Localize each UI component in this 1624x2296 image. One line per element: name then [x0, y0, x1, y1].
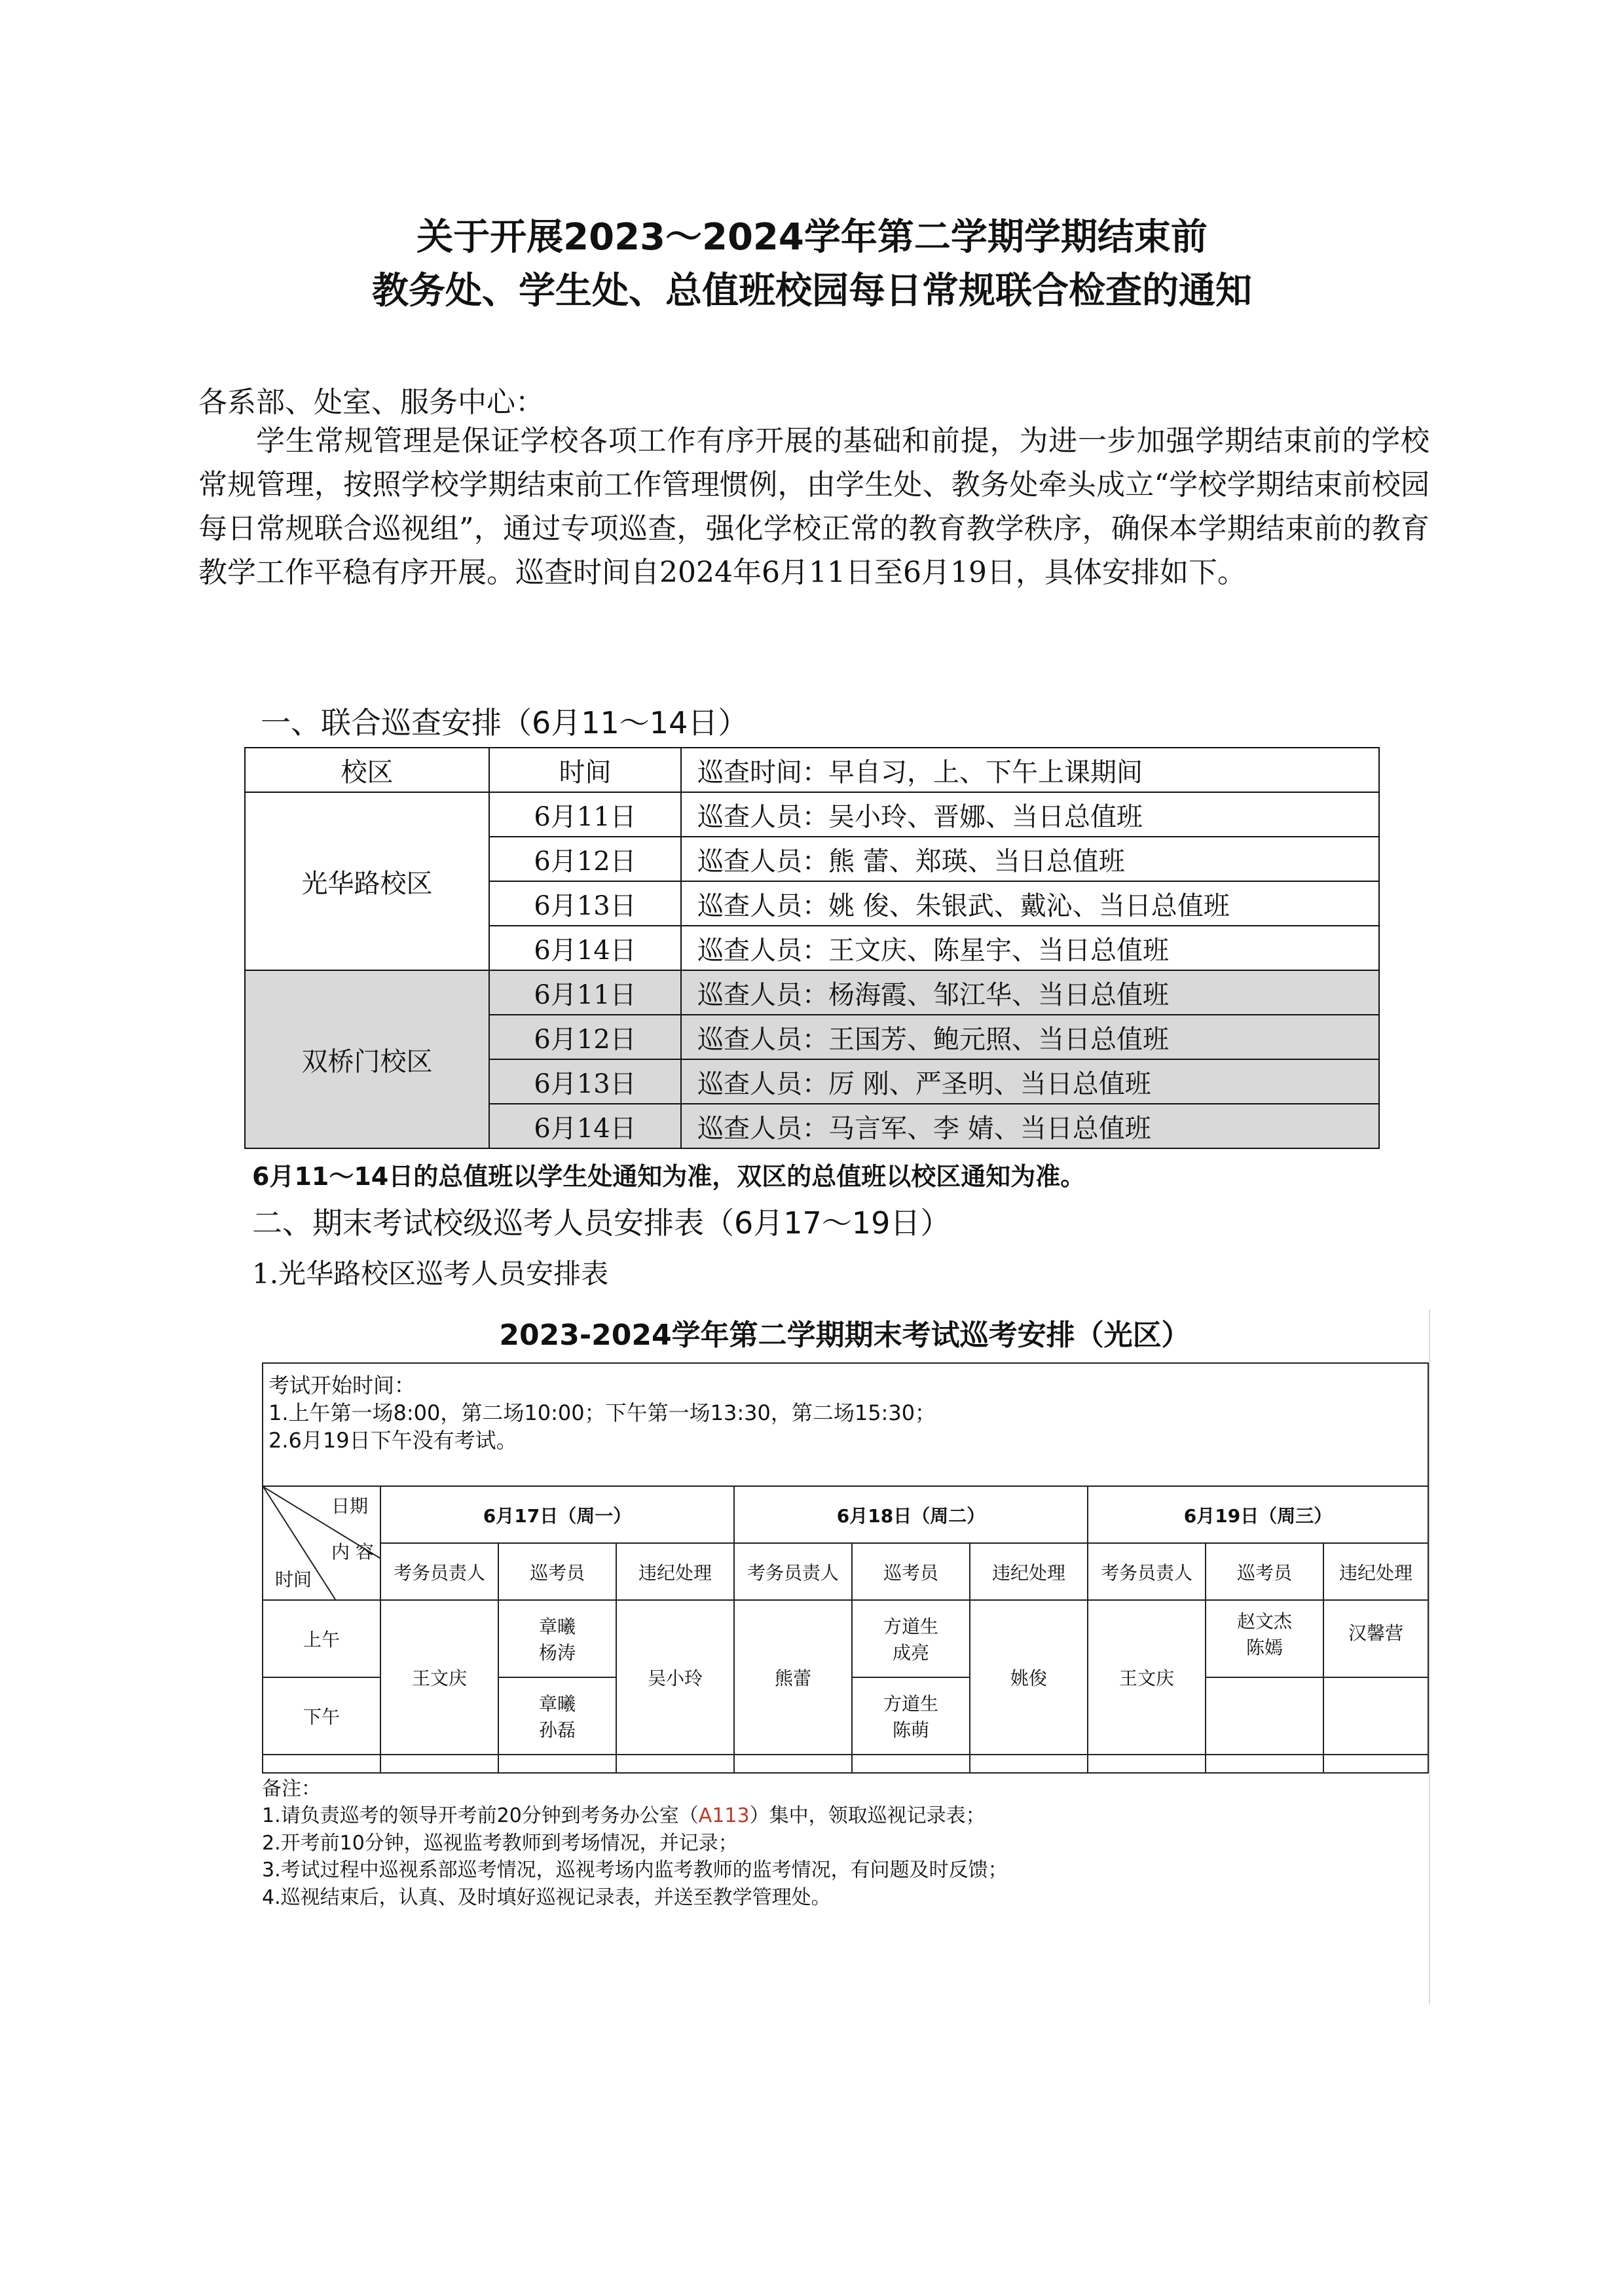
role-header: 考务员责人 — [1088, 1543, 1206, 1600]
proctor-cell: 章曦 孙磊 — [498, 1677, 616, 1755]
date-cell: 6月11日 — [489, 970, 681, 1015]
staff-cell: 巡查人员：王文庆、陈星宇、当日总值班 — [681, 926, 1379, 970]
discipline-cell: 汉馨营 — [1323, 1600, 1428, 1677]
table-row — [245, 792, 1379, 837]
date-cell: 6月13日 — [489, 881, 681, 926]
remark-line: 4.巡视结束后，认真、及时填好巡视记录表，并送至教学管理处。 — [262, 1886, 831, 1909]
exam-patrol-table — [262, 1362, 1429, 1774]
spacer-cell — [1323, 1755, 1428, 1773]
staff-cell: 巡查人员：王国芳、鲍元照、当日总值班 — [681, 1015, 1379, 1059]
spacer-cell — [852, 1755, 970, 1773]
spacer-cell — [263, 1755, 380, 1773]
spacer-cell — [380, 1755, 498, 1773]
role-header: 考务员责人 — [734, 1543, 852, 1600]
date-cell: 6月13日 — [489, 1059, 681, 1104]
discipline-cell: 吴小玲 — [616, 1600, 734, 1755]
period-cell: 上午 — [263, 1600, 380, 1677]
corner-header-cell — [263, 1486, 380, 1600]
exam-time-info — [263, 1363, 1428, 1486]
staff-cell: 巡查人员：吴小玲、晋娜、当日总值班 — [681, 792, 1379, 837]
info-line: 考试开始时间： — [268, 1373, 416, 1398]
remarks — [262, 1776, 1428, 1911]
discipline-cell — [1323, 1677, 1428, 1755]
date-cell: 6月14日 — [489, 1104, 681, 1148]
info-line: 1.上午第一场8:00，第二场10:00；下午第一场13:30，第二场15:30； — [268, 1400, 936, 1426]
staff-cell: 巡查人员：姚 俊、朱银武、戴沁、当日总值班 — [681, 881, 1379, 926]
discipline-cell: 姚俊 — [970, 1600, 1088, 1755]
role-header: 违纪处理 — [616, 1543, 734, 1600]
exam-table-title: 2023-2024学年第二学期期末考试巡考安排（光区） — [499, 1319, 1190, 1352]
column-header: 校区 — [245, 748, 489, 792]
corner-diagonal — [263, 1487, 380, 1599]
staff-cell: 巡查人员：杨海霞、邹江华、当日总值班 — [681, 970, 1379, 1015]
head-cell: 熊蕾 — [734, 1600, 852, 1755]
spacer-cell — [498, 1755, 616, 1773]
proctor-cell: 赵文杰 陈嫣 — [1206, 1600, 1323, 1677]
section1-heading: 一、联合巡查安排（6月11～14日） — [261, 705, 748, 740]
campus-cell: 光华路校区 — [245, 792, 489, 970]
proctor-cell: 方道生 成亮 — [852, 1600, 970, 1677]
salutation: 各系部、处室、服务中心： — [198, 386, 544, 419]
corner-time-label: 时间 — [275, 1569, 312, 1590]
spacer-cell — [1088, 1755, 1206, 1773]
proctor-cell: 章曦 杨涛 — [498, 1600, 616, 1677]
day-header: 6月19日（周三） — [1088, 1486, 1428, 1543]
head-cell: 王文庆 — [380, 1600, 498, 1755]
role-header: 巡考员 — [852, 1543, 970, 1600]
patrol-schedule-table — [244, 747, 1380, 1149]
proctor-cell: 方道生 陈萌 — [852, 1677, 970, 1755]
corner-date-label: 日期 — [331, 1495, 369, 1517]
remarks-label: 备注： — [262, 1777, 321, 1800]
proctor-cell — [1206, 1677, 1323, 1755]
spacer-cell — [970, 1755, 1088, 1773]
head-cell: 王文庆 — [1088, 1600, 1206, 1755]
role-header: 考务员责人 — [380, 1543, 498, 1600]
date-cell: 6月14日 — [489, 926, 681, 970]
remark-line — [262, 1802, 1428, 1829]
day-header: 6月17日（周一） — [380, 1486, 734, 1543]
section2-heading: 二、期末考试校级巡考人员安排表（6月17～19日） — [252, 1205, 951, 1241]
staff-cell: 巡查人员：熊 蕾、郑瑛、当日总值班 — [681, 837, 1379, 881]
spacer-cell — [1206, 1755, 1323, 1773]
table-header-row — [245, 748, 1379, 792]
remark-line: 3.考试过程中巡视系部巡考情况，巡视考场内监考教师的监考情况，有问题及时反馈； — [262, 1859, 1008, 1882]
role-header: 巡考员 — [1206, 1543, 1323, 1600]
column-header: 巡查时间：早自习，上、下午上课期间 — [681, 748, 1379, 792]
day-header: 6月18日（周二） — [734, 1486, 1088, 1543]
section2-subheading: 1.光华路校区巡考人员安排表 — [252, 1258, 609, 1290]
notice-title-line2: 教务处、学生处、总值班校园每日常规联合检查的通知 — [372, 270, 1252, 312]
campus-cell: 双桥门校区 — [245, 970, 489, 1148]
duty-note: 6月11～14日的总值班以学生处通知为准，双区的总值班以校区通知为准。 — [252, 1162, 1086, 1191]
corner-content-label: 内 容 — [331, 1541, 374, 1563]
period-cell: 下午 — [263, 1677, 380, 1755]
image-edge-divider — [1429, 1309, 1430, 2005]
remark-text: ）集中，领取巡视记录表； — [749, 1804, 986, 1828]
remark-text: 1.请负责巡考的领导开考前20分钟到考务办公室（ — [262, 1804, 699, 1828]
body-paragraph: 学生常规管理是保证学校各项工作有序开展的基础和前提，为进一步加强学期结束前的学校常规管理，按照学校学期结束前工作管理惯例，由学生处、教务处牵头成立“学校学期结束前校园每日常规联合巡视组”，通过专项巡查，强化学校正常的教育教学秩序，确保本学期结束前的教育教学工作平稳有序开展。巡查时间自2024年6月11日至6月19日，具体安排如下。 — [198, 424, 1430, 589]
date-cell: 6月12日 — [489, 837, 681, 881]
role-header: 违纪处理 — [970, 1543, 1088, 1600]
remark-line: 2.开考前10分钟，巡视监考教师到考场情况，并记录； — [262, 1831, 738, 1855]
role-header: 巡考员 — [498, 1543, 616, 1600]
table-row — [245, 970, 1379, 1015]
info-line: 2.6月19日下午没有考试。 — [268, 1428, 517, 1453]
date-cell: 6月12日 — [489, 1015, 681, 1059]
staff-cell: 巡查人员：厉 刚、严圣明、当日总值班 — [681, 1059, 1379, 1104]
notice-title-line1: 关于开展2023～2024学年第二学期学期结束前 — [416, 216, 1208, 259]
role-header: 违纪处理 — [1323, 1543, 1428, 1600]
staff-cell: 巡查人员：马言军、李 婧、当日总值班 — [681, 1104, 1379, 1148]
spacer-cell — [734, 1755, 852, 1773]
spacer-cell — [616, 1755, 734, 1773]
room-code: A113 — [698, 1804, 750, 1828]
column-header: 时间 — [489, 748, 681, 792]
date-cell: 6月11日 — [489, 792, 681, 837]
